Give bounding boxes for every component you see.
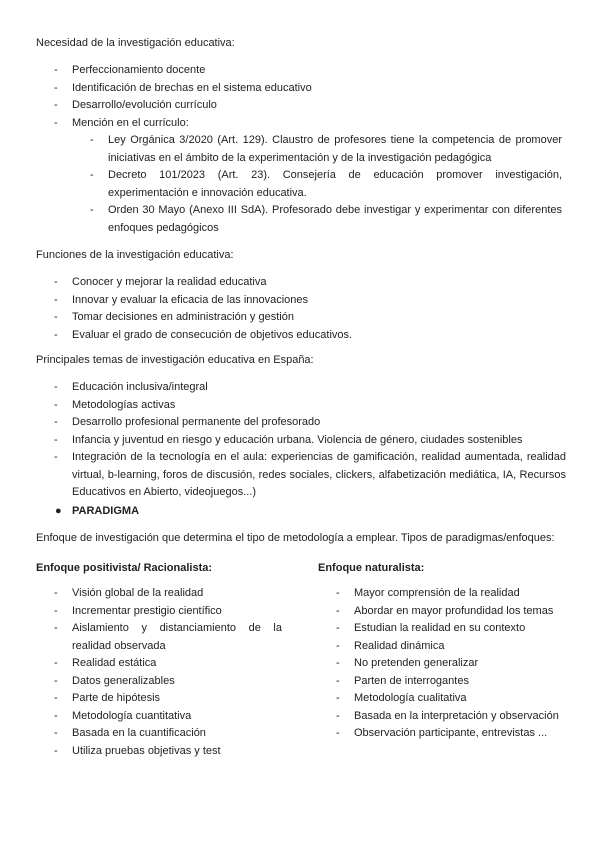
- list-item: - Utiliza pruebas objetivas y test: [54, 744, 221, 757]
- list-item: - Realidad dinámica: [336, 639, 445, 652]
- paradigma-label: PARADIGMA: [72, 505, 140, 517]
- list-item: - Desarrollo profesional permanente del profesorado: [54, 416, 321, 428]
- list-item: - Parten de interrogantes: [336, 674, 469, 687]
- list-item: - Educación inclusiva/integral: [54, 381, 208, 393]
- heading-positivista: Enfoque positivista/ Racionalista:: [36, 562, 213, 574]
- list-item: - Decreto 101/2023 (Art. 23). Consejería de educación promover investigación, experimentación e innovación educativa.: [90, 169, 562, 199]
- paradigma-intro: Enfoque de investigación que determina el tipo de metodología a emplear. Tipos de paradigmas/enfoques:: [36, 532, 555, 544]
- list-positivista: [54, 585, 282, 760]
- list-item: - Identificación de brechas en el sistema educativo: [54, 81, 312, 94]
- list-item: - Datos generalizables: [54, 674, 175, 687]
- list-item: - Metodología cuantitativa: [54, 709, 192, 722]
- list-temas: [54, 379, 566, 502]
- list-item: - Visión global de la realidad: [54, 587, 204, 599]
- list-item: - Innovar y evaluar la eficacia de las innovaciones: [54, 293, 309, 306]
- list-item: - Mayor comprensión de la realidad: [336, 587, 520, 599]
- list-item: - Tomar decisiones en administración y gestión: [54, 311, 294, 323]
- list-item: - Aislamiento y distanciamiento de la realidad observada: [54, 622, 282, 652]
- section-heading-temas: Principales temas de investigación educativa en España:: [36, 354, 314, 366]
- bullet-icon: ●: [55, 505, 62, 517]
- list-item: - Ley Orgánica 3/2020 (Art. 129). Claustro de profesores tiene la competencia de promover iniciativas en el ámbito de la experimentación y de la investigación pedagógica: [90, 134, 562, 164]
- list-item: - Desarrollo/evolución currículo: [54, 99, 217, 111]
- list-item: - Evaluar el grado de consecución de objetivos educativos.: [54, 328, 353, 341]
- list-naturalista: [336, 585, 576, 743]
- list-item: - Perfeccionamiento docente: [54, 64, 206, 76]
- list-item: - Integración de la tecnología en el aula: experiencias de gamificación, realidad aumentada, realidad virtual, b-learning, foros de discusión, redes sociales, clickers, alfabetización mediática, IA, Recursos Educativos en Abierto, videojuegos...): [54, 451, 566, 498]
- list-item: - Mención en el currículo:: [54, 116, 189, 129]
- list-item: - Orden 30 Mayo (Anexo III SdA). Profesorado debe investigar y experimentar con diferentes enfoques pedagógicos: [90, 204, 562, 234]
- list-item: - Infancia y juventud en riesgo y educación urbana. Violencia de género, ciudades sostenibles: [54, 433, 523, 446]
- section-heading-necesidad: Necesidad de la investigación educativa:: [36, 37, 235, 49]
- list-curriculo: [90, 132, 562, 237]
- list-necesidad: [54, 62, 566, 132]
- list-item: - Basada en la cuantificación: [54, 727, 206, 739]
- heading-naturalista: Enfoque naturalista:: [318, 562, 425, 574]
- list-item: - Conocer y mejorar la realidad educativa: [54, 276, 267, 288]
- list-item: - Abordar en mayor profundidad los temas: [336, 604, 554, 617]
- list-funciones: [54, 274, 566, 344]
- list-item: - Metodología cualitativa: [336, 692, 467, 704]
- list-item: - Basada en la interpretación y observación: [336, 709, 559, 722]
- list-item: - Incrementar prestigio científico: [54, 604, 222, 617]
- list-item: - Observación participante, entrevistas ...: [336, 727, 548, 739]
- section-heading-funciones: Funciones de la investigación educativa:: [36, 249, 234, 261]
- list-item: - Metodologías activas: [54, 398, 176, 411]
- list-item: - No pretenden generalizar: [336, 657, 479, 669]
- list-item: - Parte de hipótesis: [54, 692, 161, 704]
- list-item: - Realidad estática: [54, 657, 157, 669]
- list-item: - Estudian la realidad en su contexto: [336, 622, 526, 634]
